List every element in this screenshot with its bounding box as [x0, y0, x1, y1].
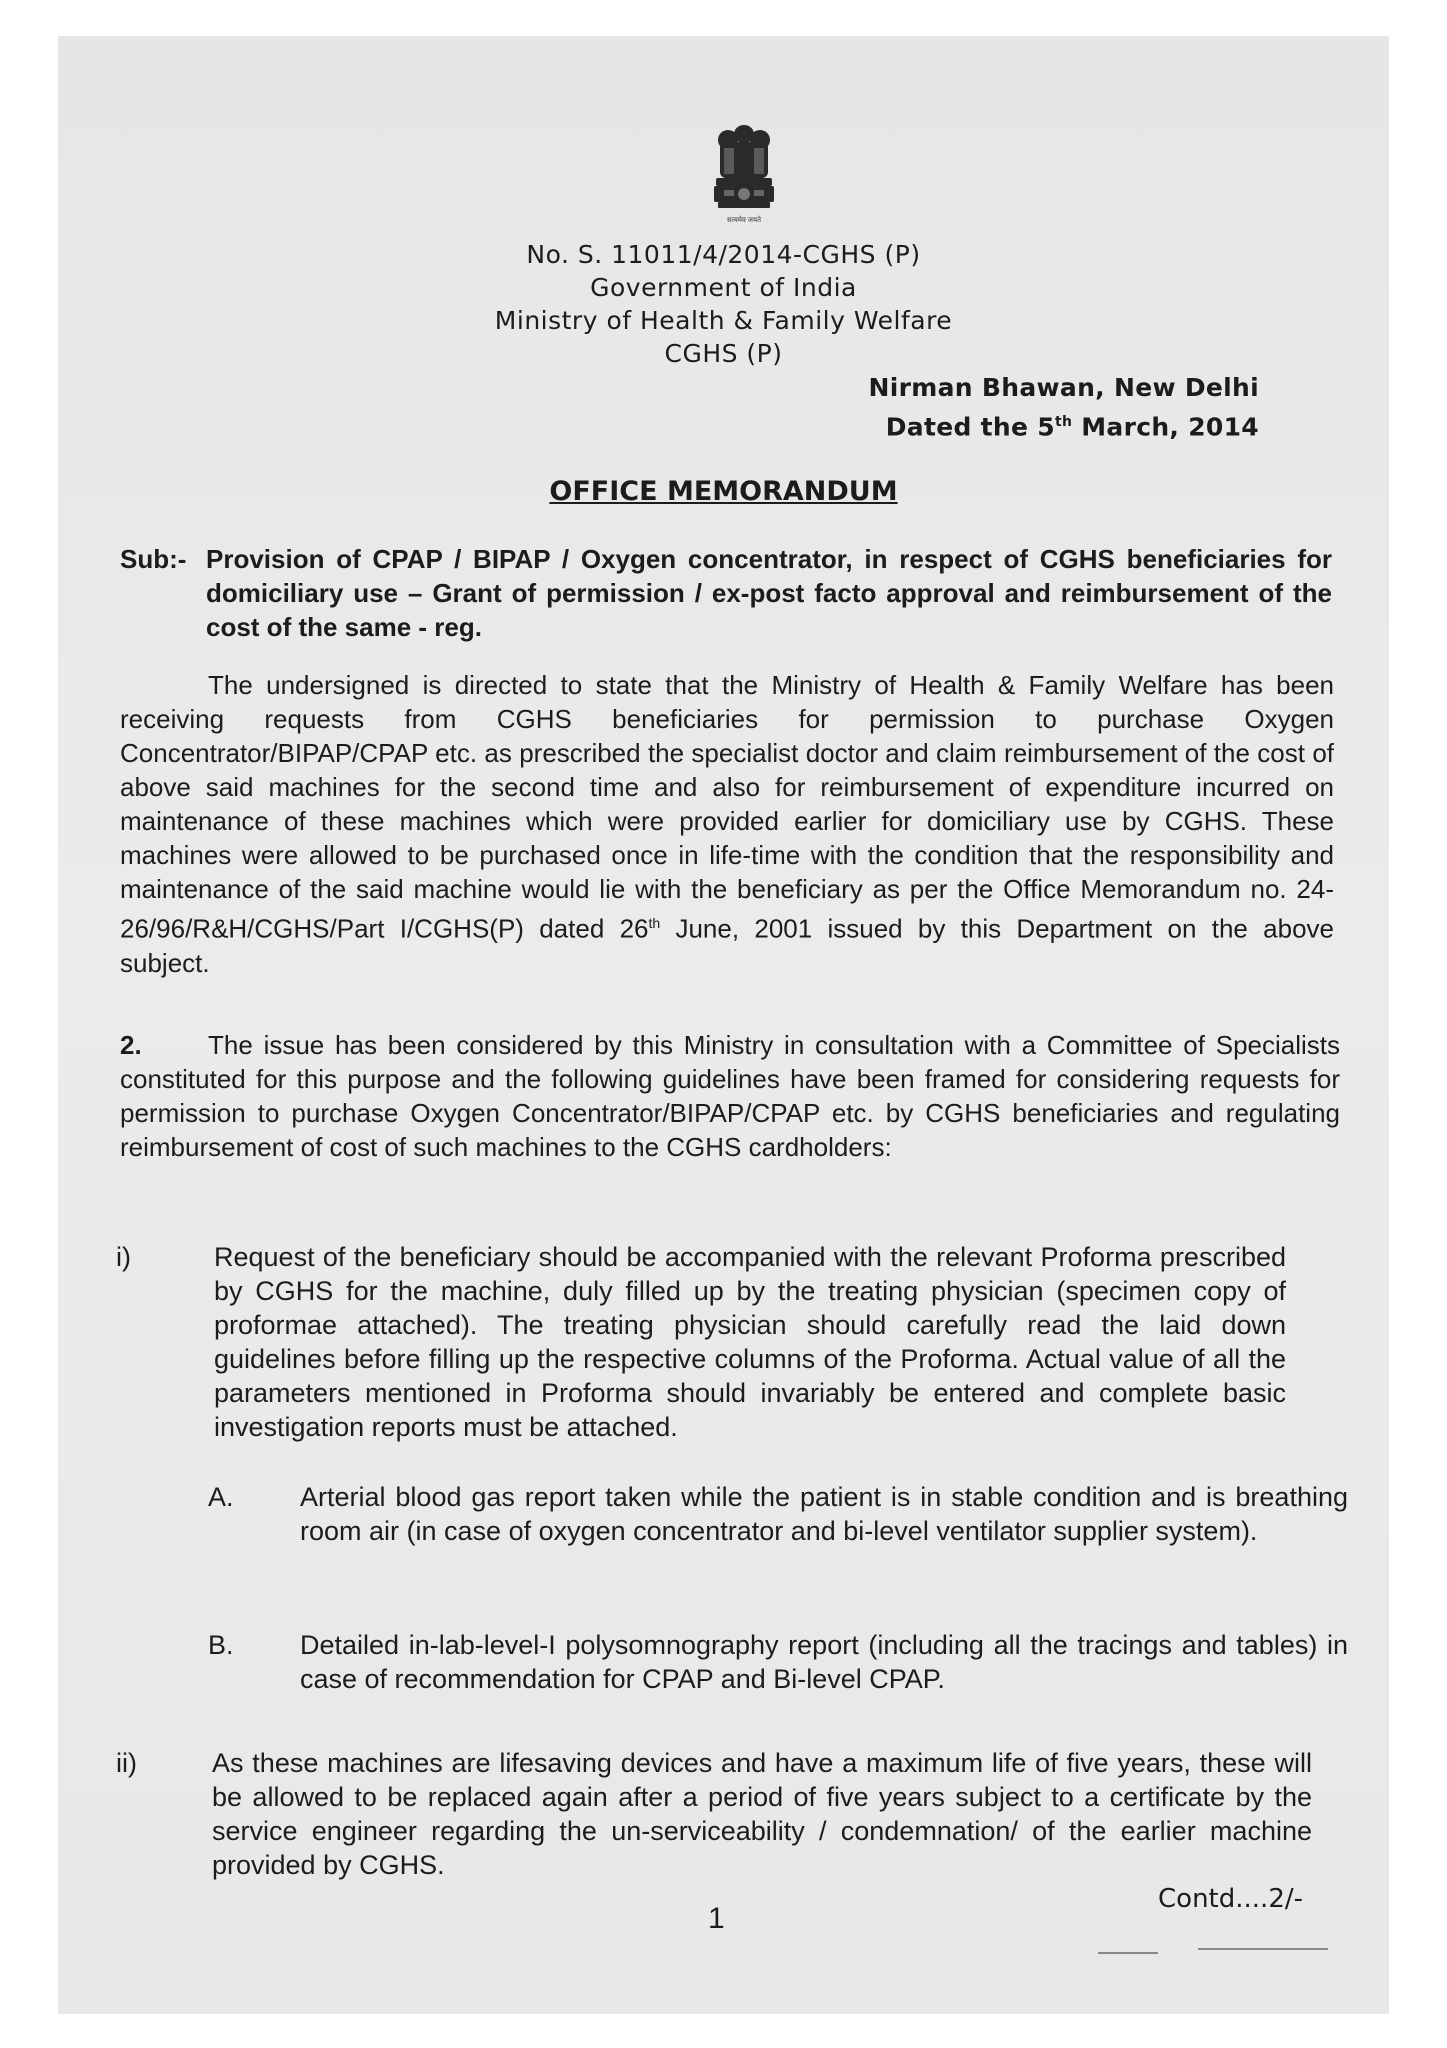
ministry-line: Ministry of Health & Family Welfare	[494, 306, 953, 335]
page-number: 1	[708, 1902, 725, 1935]
paragraph-1-text: The undersigned is directed to state that the Ministry of Health & Family Welfare has been receiving requests from CGHS beneficiaries for permission to purchase Oxygen Concentrator/BIPAP/CPAP etc. as prescribed the specialist doctor and claim reimbursement of the cost of above said machines for the second time and also for reimbursement of expenditure incurred on maintenance of these machines which were provided earlier for domiciliary use by CGHS. These machines were allowed to be purchased once in life-time with the condition that the responsibility and maintenance of the said machine would lie with the beneficiary as per the Office Memorandum no. 24-26/96/R&H/CGHS/Part I/CGHS(P) dated 26	[120, 670, 1334, 944]
document-page	[58, 36, 1389, 2014]
sub-list-item-text: Arterial blood gas report taken while the patient is in stable condition and is breathing room air (in case of oxygen concentrator and bi-level ventilator supplier system).	[300, 1482, 1348, 1546]
letter-heading	[58, 238, 1389, 370]
ashoka-lion-icon	[706, 120, 782, 216]
list-item-text: Request of the beneficiary should be accompanied with the relevant Proforma prescribed by CGHS for the machine, duly filled up by the treating physician (specimen copy of proformae attached). The treating physician should carefully read the laid down guidelines before filling up the respective columns of the Proforma. Actual value of all the parameters mentioned in Proforma should invariably be entered and complete basic investigation reports must be attached.	[214, 1242, 1286, 1442]
emblem-motto: सत्यमेव जयते	[726, 217, 762, 224]
national-emblem	[706, 120, 782, 230]
subject-label: Sub:-	[120, 544, 187, 574]
paragraph-1	[120, 668, 1334, 980]
place: Nirman Bhawan, New Delhi	[868, 373, 1259, 402]
sub-list-item	[208, 1480, 1348, 1548]
sub-list-item	[208, 1628, 1348, 1696]
date-prefix: Dated the 5	[885, 412, 1055, 442]
sub-list-item-label: B.	[208, 1630, 234, 1660]
list-item-label: i)	[116, 1242, 131, 1272]
scan-mark	[1198, 1948, 1328, 1950]
sub-list-item-text: Detailed in-lab-level-I polysomnography report (including all the tracings and tables) in case of recommendation for CPAP and Bi-level CPAP.	[300, 1630, 1348, 1694]
place-date-block	[869, 370, 1259, 444]
list-item-label: ii)	[116, 1748, 137, 1778]
paragraph-2-text: The issue has been considered by this Ministry in consultation with a Committee of Specialists constituted for this purpose and the following guidelines have been framed for considering requests for permission to purchase Oxygen Concentrator/BIPAP/CPAP etc. by CGHS beneficiaries and regulating reimbursement of cost of such machines to the CGHS cardholders:	[120, 1030, 1340, 1162]
sub-list-item-label: A.	[208, 1482, 234, 1512]
file-number: No. S. 11011/4/2014-CGHS (P)	[526, 240, 921, 269]
list-item-text: As these machines are lifesaving devices and have a maximum life of five years, these will be allowed to be replaced again after a period of five years subject to a certificate by the service engineer regarding the un-serviceability / condemnation/ of the earlier machine provided by CGHS.	[212, 1748, 1312, 1880]
paragraph-number: 2.	[120, 1030, 142, 1060]
date-suffix: March, 2014	[1072, 412, 1259, 442]
list-item	[116, 1746, 1344, 1882]
paragraph-1-text-end: June, 2001 issued by this Department on the above subject.	[120, 913, 1335, 978]
office-line: CGHS (P)	[664, 339, 783, 368]
scan-mark	[1098, 1952, 1158, 1954]
paragraph-1-superscript: th	[648, 915, 661, 931]
continued-note: Contd....2/-	[1158, 1884, 1303, 1914]
subject-text: Provision of CPAP / BIPAP / Oxygen concentrator, in respect of CGHS beneficiaries for domiciliary use – Grant of permission / ex-post facto approval and reimbursement of the cost of the same - reg.	[206, 544, 1332, 642]
paragraph-2	[120, 1028, 1340, 1164]
government-line: Government of India	[590, 273, 857, 302]
date	[869, 405, 1259, 444]
subject-block	[120, 542, 1332, 644]
memo-title: OFFICE MEMORANDUM	[549, 476, 898, 507]
list-item	[116, 1240, 1344, 1444]
date-superscript: th	[1054, 414, 1073, 430]
